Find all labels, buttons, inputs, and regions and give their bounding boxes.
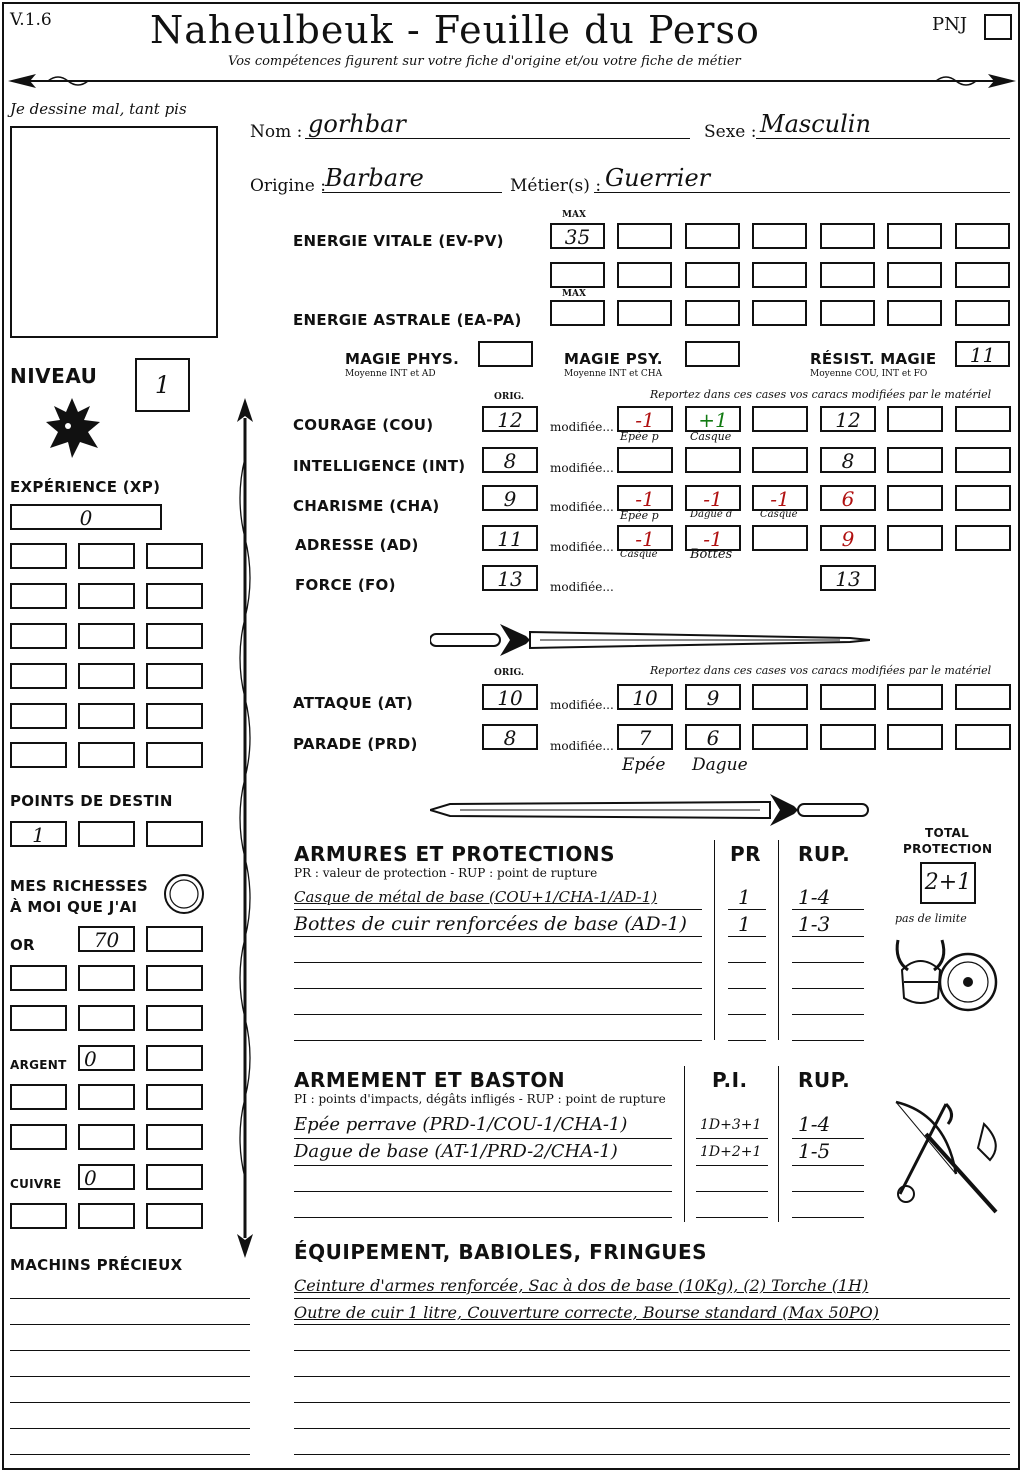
xp-grid-box[interactable] xyxy=(146,663,203,689)
or-box[interactable] xyxy=(146,1005,203,1031)
or-box[interactable] xyxy=(78,965,135,991)
ea-max-label: MAX xyxy=(562,289,586,299)
total-protection-box[interactable]: 2+1 xyxy=(920,862,976,904)
rup-header: RUP. xyxy=(798,842,851,866)
arme-row-rup[interactable]: 1-4 xyxy=(798,1112,831,1136)
rup-header: RUP. xyxy=(798,1068,851,1092)
carac-mod-box[interactable] xyxy=(617,447,673,473)
cuivre-box[interactable] xyxy=(10,1203,67,1229)
prd-box[interactable]: 6 xyxy=(685,724,741,750)
mod-note: Epée p xyxy=(620,509,659,522)
ev-box[interactable] xyxy=(685,262,740,288)
argent-box[interactable]: 0 xyxy=(78,1045,135,1071)
mod-note: Dague d xyxy=(690,509,733,520)
richesses-label-2: À MOI QUE J'AI xyxy=(10,898,138,916)
combat-note: Reportez dans ces cases vos caracs modifiées par le matériel xyxy=(650,664,992,677)
xp-box[interactable]: 0 xyxy=(10,504,162,530)
destin-box[interactable] xyxy=(78,821,135,847)
version-label: V.1.6 xyxy=(10,10,52,30)
carac-mod-box[interactable] xyxy=(752,447,808,473)
carac-mod-box[interactable]: -1 xyxy=(685,525,741,551)
carac-mod-box[interactable]: -1 xyxy=(752,485,808,511)
origine-label: Origine : xyxy=(250,176,326,196)
or-box[interactable] xyxy=(146,926,203,952)
arme-row-pi[interactable]: 1D+2+1 xyxy=(700,1144,762,1160)
magie-psy-box[interactable] xyxy=(685,341,740,367)
argent-box[interactable] xyxy=(146,1124,203,1150)
or-label: OR xyxy=(10,936,35,954)
arme-row-rup[interactable]: 1-5 xyxy=(798,1139,831,1163)
carac-orig-box[interactable]: 9 xyxy=(482,485,538,511)
magie-phys-note: Moyenne INT et AD xyxy=(345,369,436,379)
ev-label: ENERGIE VITALE (EV-PV) xyxy=(293,232,504,250)
parade-label: PARADE (PRD) xyxy=(293,735,418,753)
argent-box[interactable] xyxy=(10,1084,67,1110)
carac-mod-box[interactable]: +1 xyxy=(685,406,741,432)
carac-mod-box[interactable]: -1 xyxy=(617,406,673,432)
sheet-subtitle: Vos compétences figurent sur votre fiche d'origine et/ou votre fiche de métier xyxy=(228,54,741,69)
no-limit-note: pas de limite xyxy=(895,912,967,925)
prd-box[interactable]: 7 xyxy=(617,724,673,750)
ev-box[interactable] xyxy=(887,223,942,249)
armure-row-name[interactable]: Bottes de cuir renforcées de base (AD-1) xyxy=(294,913,687,935)
caracs-note: Reportez dans ces cases vos caracs modifiées par le matériel xyxy=(650,388,992,401)
metier-field[interactable]: Guerrier xyxy=(605,164,711,192)
modifiee-label: modifiée... xyxy=(550,698,614,712)
niveau-box[interactable]: 1 xyxy=(135,358,190,412)
ea-box[interactable] xyxy=(617,300,672,326)
prd-box[interactable] xyxy=(752,724,808,750)
argent-box[interactable] xyxy=(78,1084,135,1110)
equipement-line[interactable]: Outre de cuir 1 litre, Couverture correcte, Bourse standard (Max 50PO) xyxy=(294,1303,879,1322)
orig-label: ORIG. xyxy=(494,392,525,402)
ev-box[interactable] xyxy=(617,262,672,288)
carac-mod-box[interactable] xyxy=(887,447,943,473)
carac-mod-box[interactable]: -1 xyxy=(617,525,673,551)
carac-final-box[interactable]: 9 xyxy=(820,525,876,551)
prd-orig-box[interactable]: 8 xyxy=(482,724,538,750)
mod-note: Casque xyxy=(760,509,798,520)
metier-label: Métier(s) : xyxy=(510,176,602,196)
ev-box[interactable] xyxy=(955,223,1010,249)
attaque-label: ATTAQUE (AT) xyxy=(293,694,414,712)
machins-label: MACHINS PRÉCIEUX xyxy=(10,1256,183,1274)
at-box[interactable]: 9 xyxy=(685,684,741,710)
prd-box[interactable] xyxy=(887,724,943,750)
argent-label: ARGENT xyxy=(10,1058,67,1072)
carac-label: ADRESSE (AD) xyxy=(295,536,419,554)
modifiee-label: modifiée... xyxy=(550,580,614,594)
ea-box[interactable] xyxy=(820,300,875,326)
carac-final-box[interactable]: 12 xyxy=(820,406,876,432)
ev-box[interactable] xyxy=(820,262,875,288)
ev-box[interactable] xyxy=(550,262,605,288)
resist-magie-label: RÉSIST. MAGIE xyxy=(810,350,937,368)
xp-grid-box[interactable] xyxy=(146,703,203,729)
xp-grid-box[interactable] xyxy=(10,543,67,569)
carac-mod-box[interactable] xyxy=(955,447,1011,473)
xp-grid-box[interactable] xyxy=(146,583,203,609)
or-box[interactable] xyxy=(78,1005,135,1031)
modifiee-label: modifiée... xyxy=(550,739,614,753)
xp-grid-box[interactable] xyxy=(10,663,67,689)
armement-sub: PI : points d'impacts, dégâts infligés - RUP : point de rupture xyxy=(294,1092,666,1106)
carac-final-box[interactable]: 8 xyxy=(820,447,876,473)
ev-box[interactable] xyxy=(820,223,875,249)
xp-grid-box[interactable] xyxy=(146,623,203,649)
carac-label: CHARISME (CHA) xyxy=(293,497,440,515)
xp-grid-box[interactable] xyxy=(146,543,203,569)
at-box[interactable]: 10 xyxy=(617,684,673,710)
ev-box[interactable] xyxy=(887,262,942,288)
xp-grid-box[interactable] xyxy=(78,623,135,649)
arme-row-name[interactable]: Dague de base (AT-1/PRD-2/CHA-1) xyxy=(294,1141,618,1162)
carac-mod-box[interactable] xyxy=(887,406,943,432)
xp-grid-box[interactable] xyxy=(78,543,135,569)
or-box[interactable] xyxy=(146,965,203,991)
coin-icon xyxy=(162,872,206,916)
sword-icon xyxy=(430,620,870,660)
armure-row-rup[interactable]: 1-3 xyxy=(798,912,831,936)
xp-grid-box[interactable] xyxy=(146,742,203,768)
resist-magie-box[interactable]: 11 xyxy=(955,341,1010,367)
carac-label: INTELLIGENCE (INT) xyxy=(293,457,466,475)
weapons-icon xyxy=(886,1094,1006,1218)
mod-note: Bottes xyxy=(690,547,733,562)
arme-row-pi[interactable]: 1D+3+1 xyxy=(700,1117,762,1133)
pi-header: P.I. xyxy=(712,1068,748,1092)
weapon-note: Epée xyxy=(622,755,666,775)
destin-box[interactable]: 1 xyxy=(10,821,67,847)
niveau-label: NIVEAU xyxy=(10,364,98,388)
prd-box[interactable] xyxy=(955,724,1011,750)
magie-phys-box[interactable] xyxy=(478,341,533,367)
armure-row-pr[interactable]: 1 xyxy=(738,885,751,909)
argent-box[interactable] xyxy=(146,1045,203,1071)
destin-label: POINTS DE DESTIN xyxy=(10,792,173,810)
carac-mod-box[interactable] xyxy=(955,485,1011,511)
mod-note: Casque xyxy=(620,549,658,560)
argent-box[interactable] xyxy=(78,1124,135,1150)
richesses-label: MES RICHESSES xyxy=(10,877,149,895)
magie-psy-note: Moyenne INT et CHA xyxy=(564,369,663,379)
ev-max-label: MAX xyxy=(562,210,586,220)
ea-box[interactable] xyxy=(955,300,1010,326)
total-label: TOTAL xyxy=(925,826,970,840)
ev-box[interactable] xyxy=(685,223,740,249)
carac-orig-box[interactable]: 8 xyxy=(482,447,538,473)
carac-mod-box[interactable] xyxy=(752,406,808,432)
xp-grid-box[interactable] xyxy=(10,583,67,609)
ev-box[interactable] xyxy=(955,262,1010,288)
weapon-note: Dague xyxy=(692,755,748,775)
armure-row-rup[interactable]: 1-4 xyxy=(798,885,831,909)
cuivre-box[interactable]: 0 xyxy=(78,1164,135,1190)
origine-field[interactable]: Barbare xyxy=(325,164,424,192)
pr-header: PR xyxy=(730,842,762,866)
xp-grid-box[interactable] xyxy=(78,663,135,689)
spear-divider-icon xyxy=(8,66,1016,96)
spear-icon xyxy=(232,398,258,1258)
carac-final-box[interactable]: 6 xyxy=(820,485,876,511)
nom-field[interactable]: gorhbar xyxy=(308,110,406,138)
carac-orig-box[interactable]: 13 xyxy=(482,565,538,591)
total-label-2: PROTECTION xyxy=(903,842,993,856)
carac-mod-box[interactable] xyxy=(955,525,1011,551)
ea-box[interactable] xyxy=(887,300,942,326)
dragon-icon xyxy=(40,392,104,464)
modifiee-label: modifiée... xyxy=(550,420,614,434)
xp-grid-box[interactable] xyxy=(10,742,67,768)
ev-max-box[interactable]: 35 xyxy=(550,223,605,249)
ea-box[interactable] xyxy=(752,300,807,326)
carac-mod-box[interactable] xyxy=(887,525,943,551)
at-box[interactable] xyxy=(887,684,943,710)
at-box[interactable] xyxy=(955,684,1011,710)
carac-final-box[interactable]: 13 xyxy=(820,565,876,591)
carac-label: COURAGE (COU) xyxy=(293,416,434,434)
destin-box[interactable] xyxy=(146,821,203,847)
sword-icon xyxy=(430,790,870,830)
cuivre-box[interactable] xyxy=(78,1203,135,1229)
argent-box[interactable] xyxy=(10,1124,67,1150)
armure-row-pr[interactable]: 1 xyxy=(738,912,751,936)
ea-box[interactable] xyxy=(685,300,740,326)
carac-mod-box[interactable]: -1 xyxy=(685,485,741,511)
at-orig-box[interactable]: 10 xyxy=(482,684,538,710)
xp-grid-box[interactable] xyxy=(10,703,67,729)
xp-grid-box[interactable] xyxy=(78,742,135,768)
pnj-label: PNJ xyxy=(932,14,968,35)
resist-magie-note: Moyenne COU, INT et FO xyxy=(810,369,928,379)
portrait-box[interactable] xyxy=(10,126,218,338)
carac-mod-box[interactable]: -1 xyxy=(617,485,673,511)
carac-orig-box[interactable]: 11 xyxy=(482,525,538,551)
carac-label: FORCE (FO) xyxy=(295,576,396,594)
carac-mod-box[interactable] xyxy=(955,406,1011,432)
helmet-shield-icon xyxy=(890,930,1000,1030)
modifiee-label: modifiée... xyxy=(550,540,614,554)
orig-label: ORIG. xyxy=(494,668,525,678)
cuivre-label: CUIVRE xyxy=(10,1177,62,1191)
portrait-caption: Je dessine mal, tant pis xyxy=(10,100,187,118)
xp-grid-box[interactable] xyxy=(10,623,67,649)
armure-row-name[interactable]: Casque de métal de base (COU+1/CHA-1/AD-1) xyxy=(294,888,658,906)
xp-grid-box[interactable] xyxy=(78,583,135,609)
cuivre-box[interactable] xyxy=(146,1164,203,1190)
or-box[interactable] xyxy=(10,965,67,991)
arme-row-name[interactable]: Epée perrave (PRD-1/COU-1/CHA-1) xyxy=(294,1114,628,1135)
mod-note: Casque xyxy=(690,430,732,443)
sexe-label: Sexe : xyxy=(704,122,757,142)
xp-label: EXPÉRIENCE (XP) xyxy=(10,478,161,496)
sexe-field[interactable]: Masculin xyxy=(760,110,871,138)
carac-mod-box[interactable] xyxy=(752,525,808,551)
carac-mod-box[interactable] xyxy=(685,447,741,473)
equipement-title: ÉQUIPEMENT, BABIOLES, FRINGUES xyxy=(294,1240,708,1264)
or-box[interactable]: 70 xyxy=(78,926,135,952)
ea-label: ENERGIE ASTRALE (EA-PA) xyxy=(293,311,522,329)
at-box[interactable] xyxy=(820,684,876,710)
ev-box[interactable] xyxy=(617,223,672,249)
mod-note: Epée p xyxy=(620,430,659,443)
at-box[interactable] xyxy=(752,684,808,710)
prd-box[interactable] xyxy=(820,724,876,750)
or-box[interactable] xyxy=(10,1005,67,1031)
carac-mod-box[interactable] xyxy=(887,485,943,511)
carac-orig-box[interactable]: 12 xyxy=(482,406,538,432)
sheet-title: Naheulbeuk - Feuille du Perso xyxy=(150,8,760,52)
ev-box[interactable] xyxy=(752,223,807,249)
magie-phys-label: MAGIE PHYS. xyxy=(345,350,460,368)
nom-label: Nom : xyxy=(250,122,303,142)
argent-box[interactable] xyxy=(146,1084,203,1110)
ev-box[interactable] xyxy=(752,262,807,288)
cuivre-box[interactable] xyxy=(146,1203,203,1229)
modifiee-label: modifiée... xyxy=(550,461,614,475)
magie-psy-label: MAGIE PSY. xyxy=(564,350,663,368)
armement-title: ARMEMENT ET BASTON xyxy=(294,1068,566,1092)
ea-max-box[interactable] xyxy=(550,300,605,326)
xp-grid-box[interactable] xyxy=(78,703,135,729)
pnj-checkbox[interactable] xyxy=(984,14,1012,40)
modifiee-label: modifiée... xyxy=(550,500,614,514)
armures-sub: PR : valeur de protection - RUP : point de rupture xyxy=(294,866,598,880)
armures-title: ARMURES ET PROTECTIONS xyxy=(294,842,615,866)
equipement-line[interactable]: Ceinture d'armes renforcée, Sac à dos de base (10Kg), (2) Torche (1H) xyxy=(294,1276,869,1295)
